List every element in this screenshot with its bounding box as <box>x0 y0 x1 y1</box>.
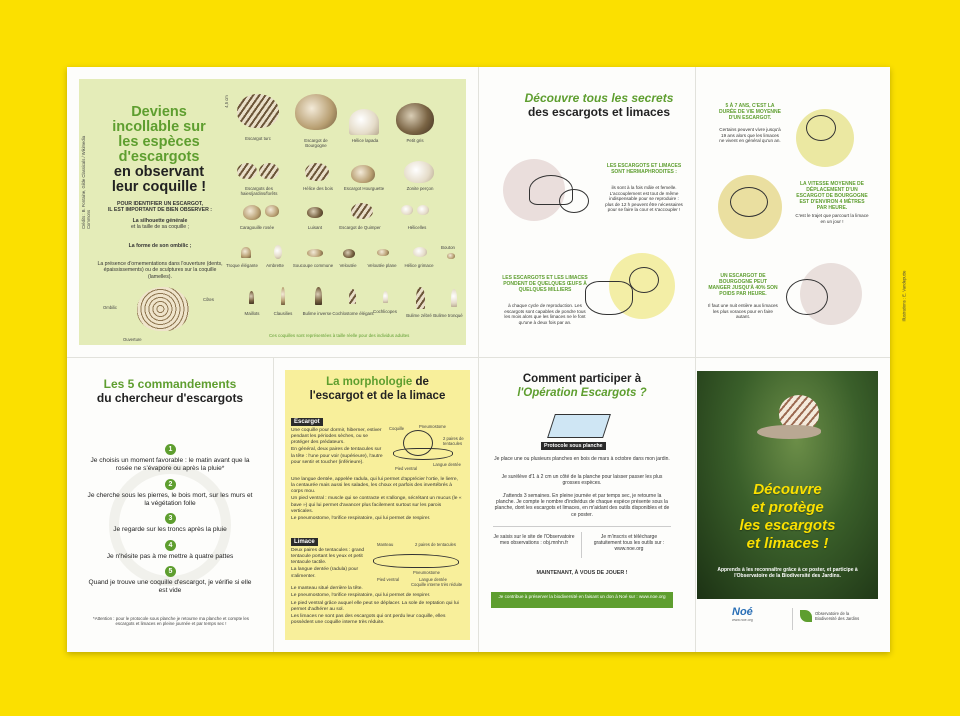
fact-body: C'est le trajet que parcourt la limace en un jour ! <box>795 213 869 224</box>
fact-heading: LA VITESSE MOYENNE DE DÉPLACEMENT D'UN ESCARGOT DE BOURGOGNE EST D'ENVIRON 4 MÈTRES PAR HEURE. <box>796 181 868 211</box>
species-label: Zonite perçon <box>406 186 434 191</box>
participate-panel <box>479 358 685 652</box>
species-label: Bouton <box>441 245 455 250</box>
illus-credit: Illustrations : E. Vandeputte <box>901 270 907 322</box>
cover-subtitle: Apprends à les reconnaître grâce à ce poster, et participe à l'Observatoire de la Biodiversité des Jardins. <box>717 567 858 579</box>
shell-illustration <box>265 205 279 217</box>
species-label: Escargots des haies/jardins/forêts <box>240 186 278 196</box>
cotes-label: Côtes <box>203 297 214 302</box>
shell-illustration <box>413 247 427 257</box>
identify-point: et la taille de sa coquille ; <box>131 224 189 231</box>
bullet: Une langue dentée, appelée radula, qui lui permet d'apprécier l'ortie, le lierre, la centaurée mais aussi les salades, les choux et parfois des invertébrés à corps mou. <box>291 477 458 495</box>
shells-panel <box>79 79 466 345</box>
fact-heading: UN ESCARGOT DE BOURGOGNE PEUT MANGER JUSQU'À 40% SON POIDS PAR HEURE. <box>708 273 778 297</box>
ouverture-label: Ouverture <box>123 337 142 342</box>
observatoire-logo <box>800 610 863 622</box>
anatomy-label: 2 paires de tentacules <box>443 436 464 446</box>
fact-heading: LES ESCARGOTS ET LES LIMACES PONDENT DE QUELQUES ŒUFS À QUELQUES MILLIERS <box>502 275 588 293</box>
fact-body: à chaque cycle de reproduction. Les escargots sont capables de pondre tous les mois alors que les limaces ne le font qu'une à deux fois par an. <box>504 303 586 325</box>
noe-logo-text: Noé <box>732 606 753 618</box>
limace-heading: Limace <box>291 538 318 546</box>
species-label: Hélice grimace <box>404 263 434 268</box>
shell-illustration <box>351 203 373 219</box>
title-line: l'escargot et de la limace <box>309 390 446 402</box>
credits-text: Crédits : B. Fontaine, Gilde Classicals / Wikimedia Commons <box>81 135 91 229</box>
noe-logo-url: www.noe.org <box>732 618 753 622</box>
species-label: Troque élégante <box>226 263 258 268</box>
fact-body: Certains peuvent vivre jusqu'à 19 ans alors que les limaces ne vivent en général qu'un an. <box>719 127 781 144</box>
fact-heading: LES ESCARGOTS ET LIMACES SONT HERMAPHRODITES : <box>606 163 682 175</box>
commandment-text: Je choisis un moment favorable : le matin avant que la rosée ne s'évapore ou après la pluie* <box>90 457 250 472</box>
species-label: Soucoupe commune <box>292 263 334 268</box>
title-line: en observant <box>113 164 205 180</box>
shells-footer: Ces coquilles sont représentées à taille réelle pour des individus adultes <box>269 333 410 338</box>
shell-illustration <box>416 287 425 309</box>
species-label: Cochlostome élégant <box>332 311 374 316</box>
title-line: Découvre <box>753 481 822 498</box>
shell-illustration <box>307 249 323 257</box>
snail-anatomy-illustration <box>393 448 453 460</box>
anatomy-label: Coquille interne très réduite <box>411 582 463 587</box>
bullet: Le pneumostome, l'orifice respiratoire, qui lui permet de respirer. <box>291 593 431 599</box>
species-label: Escargot de Quimper <box>339 225 381 230</box>
commandments-title <box>67 377 273 405</box>
observatoire-link[interactable]: Je saisis sur le site de l'Observatoire mes observations : obj.mnhn.fr <box>493 534 575 547</box>
identify-heading: IL EST IMPORTANT DE BIEN OBSERVER : <box>107 207 213 214</box>
donate-banner[interactable] <box>491 592 673 608</box>
life-facts-panel <box>696 67 907 357</box>
title-line: Découvre tous les secrets <box>524 91 674 105</box>
species-label: Hélice des bois <box>303 186 333 191</box>
noe-signup-link[interactable]: Je m'inscris et télécharge gratuitement tous les outils sur : www.noe.org <box>593 534 665 553</box>
species-label: Veloutée plane <box>367 263 397 268</box>
anatomy-label: Manteau <box>377 542 394 547</box>
eggs-illustration <box>629 267 659 293</box>
title-line: les escargots <box>739 517 836 534</box>
title-line: du chercheur d'escargots <box>96 391 244 405</box>
species-label: Clausilies <box>273 311 293 316</box>
title-line: incollable sur <box>112 119 206 135</box>
step-text: Je surélève d'1 à 2 cm un côté de la planche pour laisser passer les plus grosses espèces. <box>501 474 663 487</box>
shell-illustration <box>259 163 279 179</box>
leaf-icon <box>800 610 812 622</box>
shell-illustration <box>349 289 356 304</box>
anatomy-label: Langue dentée <box>433 462 461 467</box>
anatomy-label: Pied ventral <box>395 466 418 471</box>
protocol-label: Protocole sous planche <box>541 442 606 450</box>
bullet: Le pied ventral grâce auquel elle peut se déplacer. La sole de reptation qui lui permet d'adhérer au sol. <box>291 600 459 612</box>
cover-panel <box>696 358 890 652</box>
bullet: Une coquille pour dormir, hiberner, estiver pendant les périodes sèches, ou se protéger des prédateurs. <box>291 428 382 446</box>
limace-bullets <box>291 548 365 581</box>
species-label: Bulime inverse <box>302 311 332 316</box>
morphology-panel <box>285 370 470 640</box>
shell-illustration <box>243 205 261 220</box>
shell-illustration <box>281 287 285 305</box>
anatomy-label: 2 paires de tentacules <box>415 542 456 547</box>
escargot-bullets-wide <box>291 477 463 523</box>
shell-illustration <box>249 291 254 304</box>
noe-logo <box>732 606 753 622</box>
bullet: Deux paires de tentacules : grand tentacule portant les yeux et petit tentacule tactile. <box>291 548 365 566</box>
anatomy-label: Pneumostome <box>419 424 446 429</box>
limace-bullets-wide <box>291 586 463 627</box>
cover-title <box>697 481 878 553</box>
donate-text: Je contribue à préserver la biodiversité en faisant un don à Noé sur : www.noe.org <box>498 594 666 599</box>
anatomy-label: Langue dentée <box>419 577 447 582</box>
divider <box>581 532 582 558</box>
shell-illustration <box>396 103 434 135</box>
snail-couple-illustration <box>559 189 589 213</box>
fold-line <box>273 358 274 652</box>
shell-illustration <box>417 205 429 215</box>
species-label: Ambrette <box>266 263 284 268</box>
shell-illustration <box>401 205 413 215</box>
species-label: Escargot Hourguette <box>343 186 385 191</box>
ombilic-label: Ombilic <box>103 305 117 310</box>
species-label: Petit gris <box>406 138 424 143</box>
escargot-heading: Escargot <box>291 418 323 426</box>
divider <box>792 608 793 630</box>
snail-photo-body <box>757 425 821 439</box>
escargot-bullets <box>291 428 385 467</box>
cta-text: MAINTENANT, À VOUS DE JOUER ! <box>536 570 628 576</box>
shell-illustration <box>237 94 279 128</box>
title-line: des escargots et limaces <box>527 105 671 119</box>
shell-illustration <box>404 161 434 183</box>
anatomy-label: Coquille <box>389 426 405 431</box>
anatomy-label: Pneumostome <box>413 570 440 575</box>
species-label: Luisant <box>307 225 323 230</box>
moving-snail-illustration <box>730 187 768 217</box>
fact-body: Il faut une nuit entière aux limaces les plus voraces pour en faire autant. <box>708 303 778 320</box>
fact-heading: 5 À 7 ANS, C'EST LA DURÉE DE VIE MOYENNE D'UN ESCARGOT. <box>719 103 781 121</box>
species-label: Hélice lapada <box>351 138 379 143</box>
shell-illustration <box>241 247 251 258</box>
bullet: Le pneumostome, l'orifice respiratoire, qui lui permet de respirer. <box>291 515 431 521</box>
fold-line <box>478 67 479 652</box>
identify-point: La silhouette générale <box>132 217 188 224</box>
title-line: et protège <box>751 499 824 516</box>
title-line: La morphologie <box>326 376 413 388</box>
shell-illustration <box>237 163 257 179</box>
title-line: leur coquille ! <box>111 179 207 195</box>
cover-photo <box>697 371 878 599</box>
morphology-title <box>285 375 470 403</box>
participate-title <box>479 372 685 400</box>
commandment-number: 5 <box>165 566 176 577</box>
species-label: Bulime zébré <box>406 313 432 318</box>
shell-illustration <box>307 207 323 218</box>
bullet: Un pied ventral : muscle qui se contracte et s'allonge, sécrétant un mucus (le « bave ») qui lui permet d'avancer plus facilement surtout sur les parois verticales. <box>291 496 462 514</box>
species-label: Escargot de Bourgogne <box>304 138 328 148</box>
identify-block <box>93 201 227 280</box>
shell-illustration <box>349 109 379 135</box>
identify-point: La forme de son ombilic ; <box>128 242 192 249</box>
shell-illustration <box>377 249 389 256</box>
title-line: d'escargots <box>118 149 200 165</box>
commandment-text: Quand je trouve une coquille d'escargot, je vérifie si elle est vide <box>88 579 252 594</box>
shell-illustration <box>447 253 455 259</box>
commandment-number: 2 <box>165 479 176 490</box>
title-line: Les 5 commandements <box>103 377 237 391</box>
title-line: les espèces <box>118 134 200 150</box>
fold-line <box>67 357 890 358</box>
commandments-note: *Attention : pour le protocole sous planche je retourne ma planche et compte les escargots et limaces en pleine journée et par temps sec ! <box>93 616 249 627</box>
shell-illustration <box>451 289 457 307</box>
bullet: En général, deux paires de tentacules sur la tête : l'une pour voir (supérieure), l'autre pour sentir et toucher (inférieure). <box>291 447 383 465</box>
eggs-illustration <box>585 281 633 315</box>
shell-illustration <box>295 94 337 130</box>
fold-line <box>695 67 696 652</box>
title-line: Deviens <box>131 104 187 120</box>
observatoire-logo-text: Observatoire de la Biodiversité des Jardins <box>815 611 860 621</box>
species-label: Escargot turc <box>245 136 271 141</box>
bullet: Les limaces ne sont pas des escargots qui ont perdu leur coquille, elles possèdent une coquille interne très réduite. <box>291 613 446 626</box>
commandment-text: Je cherche sous les pierres, le bois mort, sur les murs et la végétation folle <box>87 492 253 507</box>
anatomy-label: Pied ventral <box>377 577 400 582</box>
eating-snail-illustration <box>786 279 828 315</box>
divider <box>493 526 671 527</box>
commandment-number: 4 <box>165 540 176 551</box>
slug-anatomy-illustration <box>373 554 459 568</box>
title-line: Comment participer à <box>522 373 642 385</box>
title-line: de <box>412 376 429 388</box>
commandment-number: 3 <box>165 513 176 524</box>
species-label: Bulime tronqué <box>433 313 463 318</box>
step-text: J'attends 3 semaines. En pleine journée et par temps sec, je retourne la planche. Je compte le nombre d'individus de chaque espèce présente sous la planche, dont les escargots et limaces, en m'aidant des outils disponibles et de ce poster. <box>494 493 670 518</box>
title-line: et limaces ! <box>746 535 829 552</box>
species-label: Caragouille rosée <box>239 225 275 230</box>
shells-title <box>95 105 223 195</box>
shell-illustration <box>274 245 282 259</box>
shell-illustration <box>343 249 355 258</box>
species-label: Cochlicopes <box>373 309 397 314</box>
shell-illustration <box>351 165 375 183</box>
species-label: Veloutée <box>339 263 357 268</box>
plank-illustration <box>547 414 611 438</box>
commandment-number: 1 <box>165 444 176 455</box>
shell-illustration <box>315 287 322 305</box>
aging-snail-illustration <box>806 115 836 141</box>
secrets-title <box>499 91 699 119</box>
bullet: La langue dentée (radula) pour s'alimenter. <box>291 567 359 579</box>
commandment-text: Je regarde sur les troncs après la pluie <box>113 526 227 533</box>
scale-label: 4,5 cm <box>223 95 229 108</box>
commandment-text: Je n'hésite pas à me mettre à quatre pattes <box>106 553 234 560</box>
folded-poster <box>67 67 907 652</box>
identify-point: La présence d'ornementations dans l'ouverture (dents, épaississements) ou de sculptures sur la coquille (lamelles). <box>97 261 223 280</box>
commandments-panel <box>67 358 273 652</box>
anatomy-shell-illustration <box>137 287 189 331</box>
title-line: l'Opération Escargots ? <box>517 387 647 399</box>
identify-heading: POUR IDENTIFIER UN ESCARGOT, <box>117 201 203 207</box>
shell-illustration <box>305 163 329 181</box>
shell-illustration <box>383 291 388 303</box>
species-label: Maillots <box>244 311 260 316</box>
step-text: Je place une ou plusieurs planches en bois de mars à octobre dans mon jardin. <box>494 456 670 462</box>
bullet: Le manteau situé derrière la tête. <box>291 586 363 591</box>
fact-body: ils sont à la fois mâle et femelle. L'accouplement est tout de même indispensable pour se reproduire : plus de 12 h peuvent être nécessaires pour se faire la cour et s'accoupler ! <box>605 185 683 213</box>
species-label: Hélicelles <box>407 225 427 230</box>
